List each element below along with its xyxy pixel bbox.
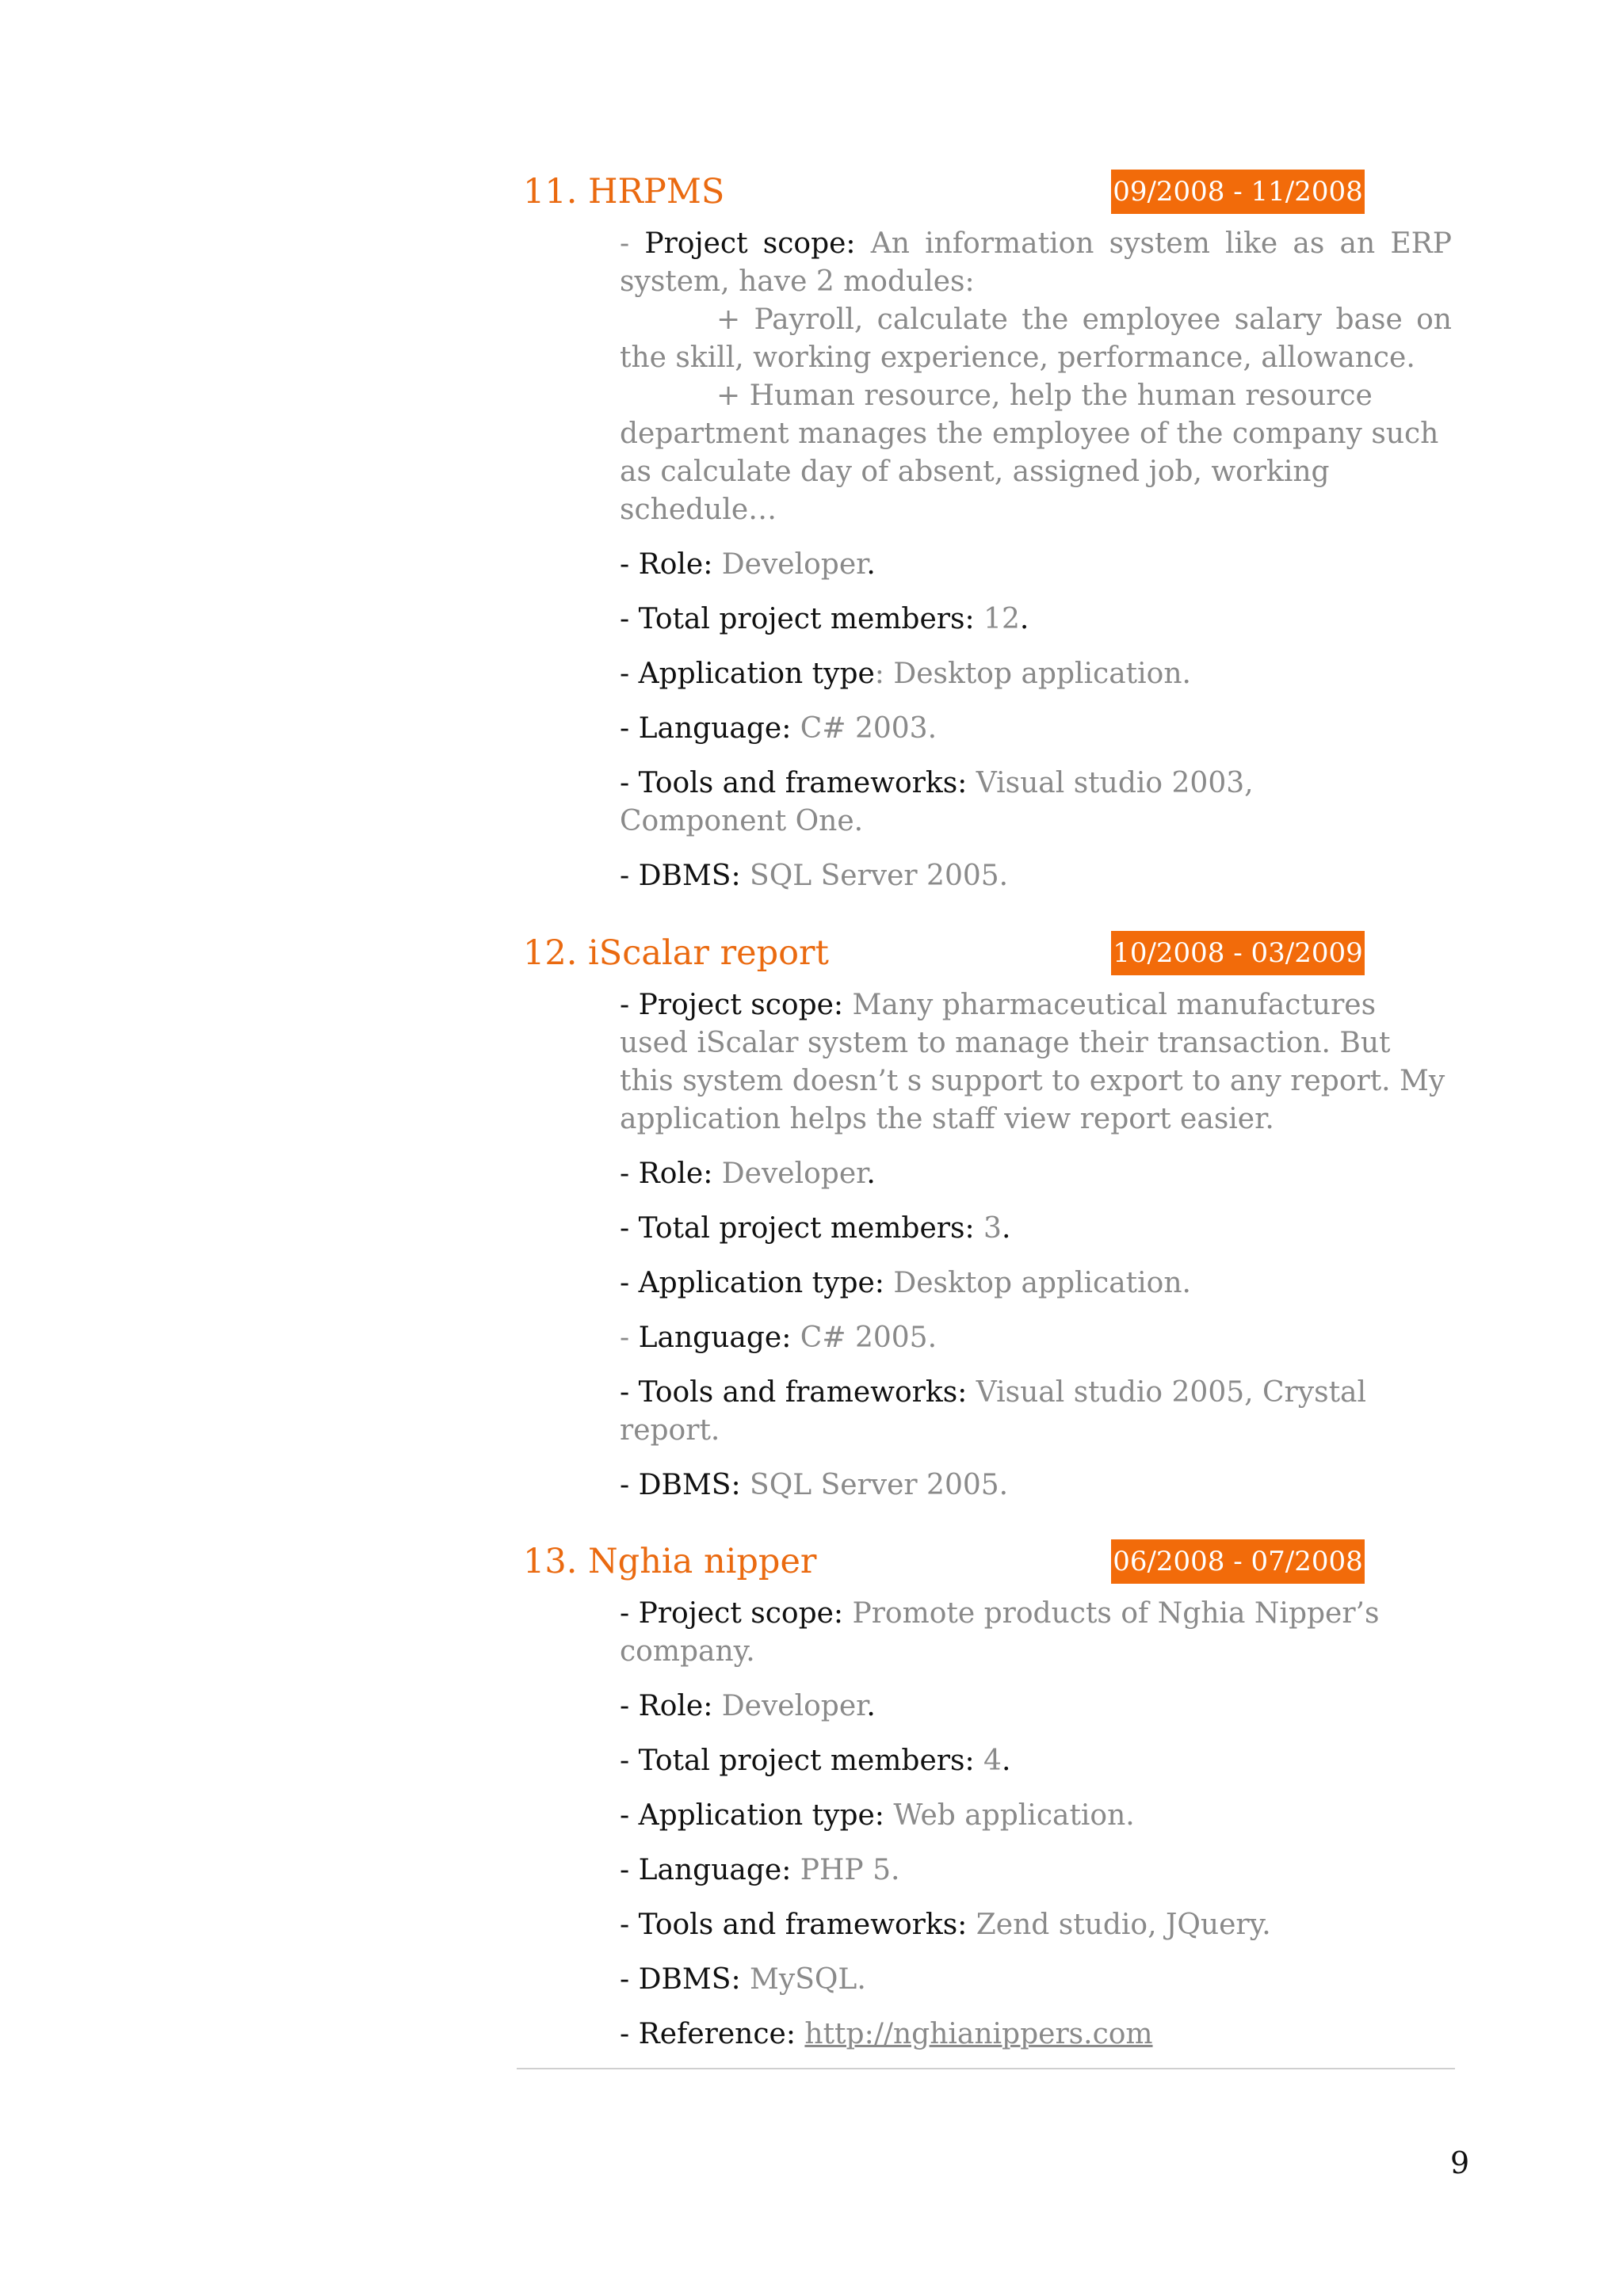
project-scope: - Project scope: Promote products of Nghia Nipper’s company. bbox=[620, 1597, 1380, 1668]
project-language: - Language: PHP 5. bbox=[620, 1854, 900, 1886]
project-scope: - Project scope: Many pharmaceutical manufactures used iScalar system to manage their transaction. But this system doesn’t s support to export to any report. My application helps the staff view report easier. bbox=[620, 989, 1445, 1135]
project-language: - Language: C# 2005. bbox=[620, 1322, 938, 1354]
project-application-type: - Application type: Desktop application. bbox=[620, 1267, 1191, 1299]
project-title: 13. Nghia nipper bbox=[523, 1542, 817, 1581]
project-details bbox=[620, 986, 1452, 1521]
project-header bbox=[0, 929, 1623, 977]
project-role: - Role: Developer. bbox=[620, 1690, 876, 1722]
project-application-type: - Application type: Desktop application. bbox=[620, 658, 1191, 690]
project-title: 11. HRPMS bbox=[523, 172, 725, 212]
project-hrpms bbox=[0, 168, 1623, 892]
project-role: - Role: Developer. bbox=[620, 1158, 876, 1190]
project-members: - Total project members: 3. bbox=[620, 1212, 1011, 1245]
project-date-badge: 10/2008 - 03/2009 bbox=[1111, 931, 1365, 975]
project-scope-module-hr: + Human resource, help the human resource department manages the employee of the company such as calculate day of absent, assigned job, working schedule… bbox=[620, 379, 1439, 526]
project-language: - Language: C# 2003. bbox=[620, 712, 938, 745]
project-reference: - Reference: http://nghianippers.com bbox=[620, 2018, 1153, 2050]
project-tools: - Tools and frameworks: Zend studio, JQuery. bbox=[620, 1909, 1271, 1941]
project-tools: - Tools and frameworks: Visual studio 2003, Component One. bbox=[620, 767, 1254, 837]
project-dbms: - DBMS: SQL Server 2005. bbox=[620, 860, 1009, 892]
project-title: 12. iScalar report bbox=[523, 933, 829, 973]
project-members: - Total project members: 4. bbox=[620, 1745, 1011, 1777]
project-scope: - Project scope: An information system like as an ERP system, have 2 modules: bbox=[620, 227, 1452, 298]
project-date-badge: 06/2008 - 07/2008 bbox=[1111, 1539, 1365, 1584]
footer-divider bbox=[517, 2068, 1455, 2069]
project-iscalar-report bbox=[0, 929, 1623, 1501]
project-header bbox=[0, 1538, 1623, 1585]
project-nghia-nipper bbox=[0, 1538, 1623, 2050]
project-scope-label: Project scope: bbox=[644, 227, 856, 260]
project-dbms: - DBMS: SQL Server 2005. bbox=[620, 1469, 1009, 1501]
project-role: - Role: Developer. bbox=[620, 548, 876, 581]
project-members: - Total project members: 12. bbox=[620, 603, 1029, 635]
reference-link[interactable]: http://nghianippers.com bbox=[804, 2018, 1153, 2050]
project-dbms: - DBMS: MySQL. bbox=[620, 1963, 866, 1996]
project-tools: - Tools and frameworks: Visual studio 2005, Crystal report. bbox=[620, 1376, 1367, 1447]
project-scope-intro: An information system like as an ERP system, have 2 modules: bbox=[620, 227, 1452, 298]
project-details bbox=[620, 1595, 1452, 2070]
project-scope-module-payroll: + Payroll, calculate the employee salary base on the skill, working experience, performance, allowance. bbox=[620, 303, 1452, 374]
project-details bbox=[620, 225, 1452, 912]
project-header bbox=[0, 168, 1623, 215]
project-date-badge: 09/2008 - 11/2008 bbox=[1111, 170, 1365, 214]
project-application-type: - Application type: Web application. bbox=[620, 1799, 1135, 1832]
page-number: 9 bbox=[1450, 2145, 1470, 2180]
